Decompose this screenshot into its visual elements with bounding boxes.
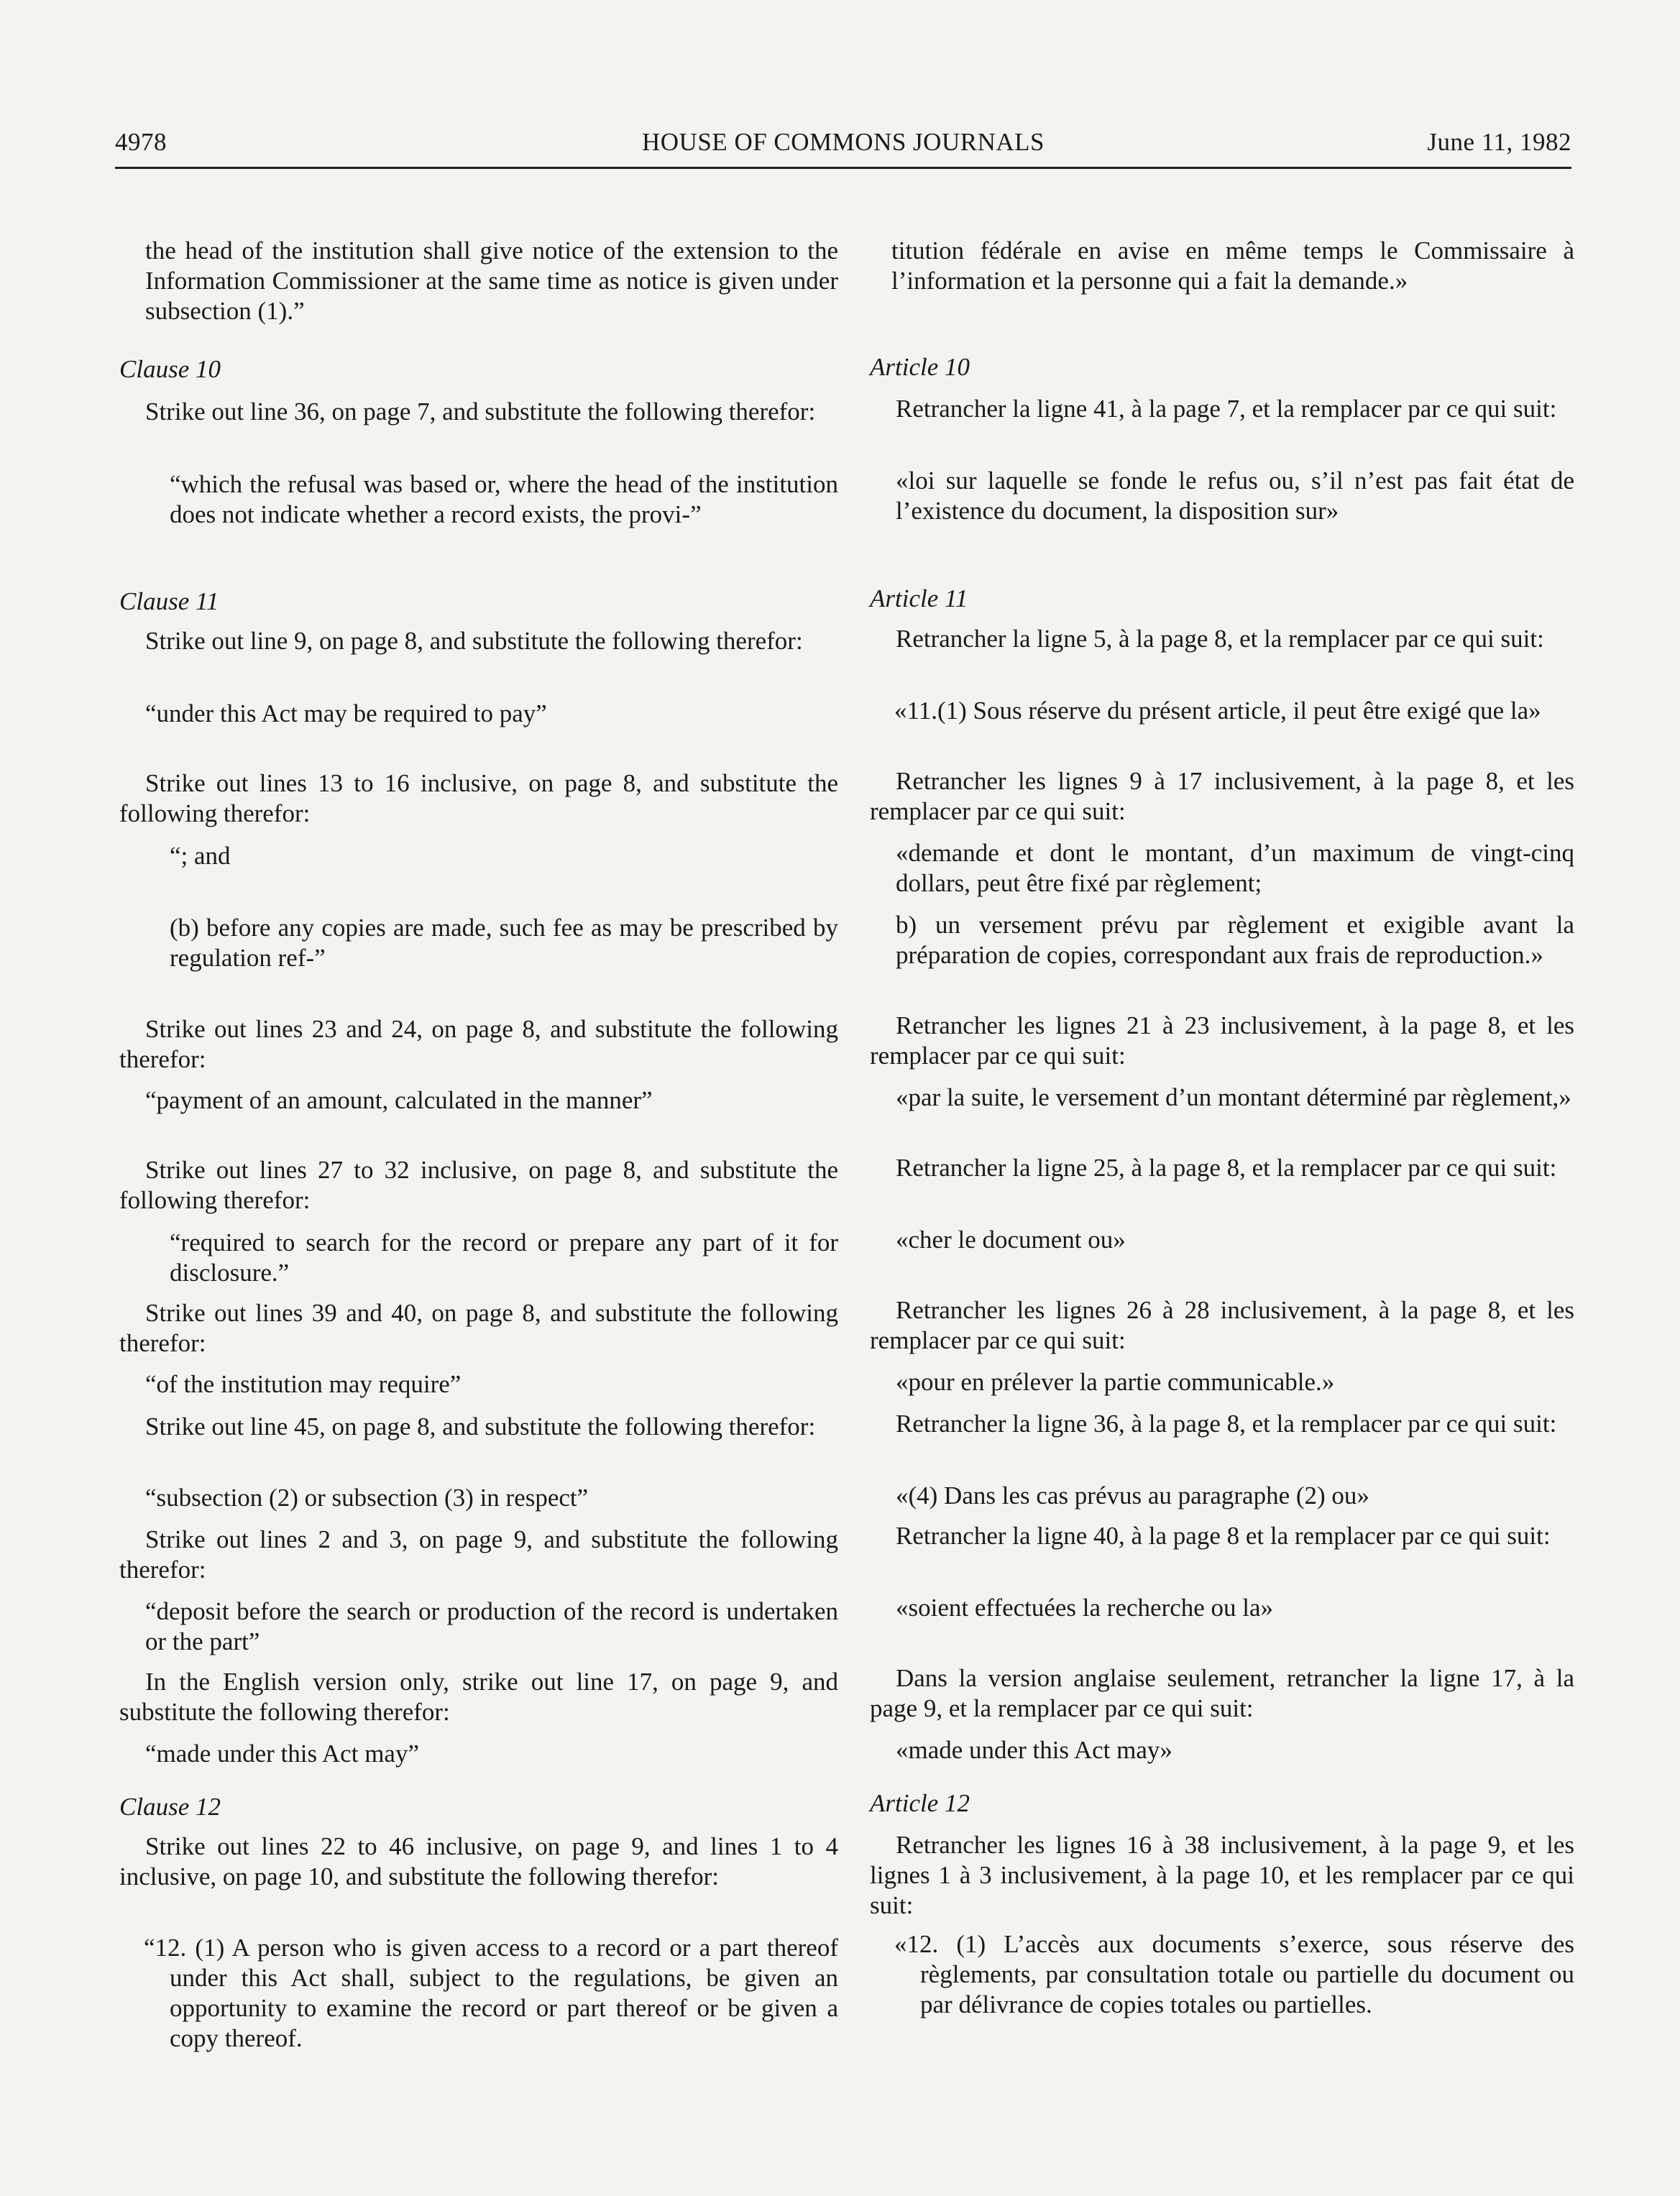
instruction-paragraph: Retrancher les lignes 21 à 23 inclusivement, à la page 8, et les remplacer par ce qui suit: xyxy=(870,1011,1574,1070)
substitute-text: “made under this Act may” xyxy=(145,1740,419,1768)
instruction-paragraph: Retrancher la ligne 40, à la page 8 et la remplacer par ce qui suit: xyxy=(896,1522,1551,1550)
substitute-text: “which the refusal was based or, where the head of the institution does not indicate whether a record exists, the provi-” xyxy=(170,470,838,528)
article-heading: Article 11 xyxy=(870,584,968,612)
substitute-text: b) un versement prévu par règlement et exigible avant la préparation de copies, correspondant aux frais de reproduction.» xyxy=(896,911,1574,969)
continued-text: the head of the institution shall give notice of the extension to the Information Commissioner at the same time as notice is given under subsection (1).” xyxy=(145,236,838,325)
substitute-text: «par la suite, le versement d’un montant déterminé par règlement,» xyxy=(896,1083,1571,1111)
substitute-text: «demande et dont le montant, d’un maximum de vingt-cinq dollars, peut être fixé par règlement; xyxy=(896,839,1574,897)
substitute-text: “deposit before the search or production of the record is undertaken or the part” xyxy=(145,1597,838,1655)
instruction-paragraph: Strike out lines 13 to 16 inclusive, on page 8, and substitute the following therefor: xyxy=(119,769,838,827)
substitute-text: «pour en prélever la partie communicable.» xyxy=(896,1368,1335,1396)
substitute-text: “required to search for the record or prepare any part of it for disclosure.” xyxy=(170,1228,838,1287)
substitute-text: “; and xyxy=(170,842,231,870)
substitute-text: «soient effectuées la recherche ou la» xyxy=(896,1594,1274,1622)
instruction-paragraph: Strike out lines 39 and 40, on page 8, and substitute the following therefor: xyxy=(119,1299,838,1357)
instruction-paragraph: Retrancher les lignes 26 à 28 inclusivement, à la page 8, et les remplacer par ce qui suit: xyxy=(870,1296,1574,1354)
instruction-paragraph: Strike out line 45, on page 8, and substitute the following therefor: xyxy=(145,1412,816,1441)
instruction-paragraph: Strike out lines 23 and 24, on page 8, and substitute the following therefor: xyxy=(119,1015,838,1073)
journal-title: HOUSE OF COMMONS JOURNALS xyxy=(642,128,1045,156)
instruction-paragraph: Retrancher la ligne 25, à la page 8, et la remplacer par ce qui suit: xyxy=(896,1154,1557,1182)
article-heading: Article 12 xyxy=(870,1789,970,1817)
instruction-paragraph: Retrancher les lignes 16 à 38 inclusivement, à la page 9, et les lignes 1 à 3 inclusivement, à la page 10, et les remplacer par ce qui suit: xyxy=(870,1831,1574,1919)
page-number: 4978 xyxy=(115,128,167,156)
substitute-text: «loi sur laquelle se fonde le refus ou, s’il n’est pas fait état de l’existence du document, la disposition sur» xyxy=(896,467,1574,525)
substitute-text: «(4) Dans les cas prévus au paragraphe (2) ou» xyxy=(896,1481,1369,1510)
substitute-text: «11.(1) Sous réserve du présent article, il peut être exigé que la» xyxy=(894,697,1541,725)
instruction-paragraph: Retrancher la ligne 41, à la page 7, et la remplacer par ce qui suit: xyxy=(896,395,1557,423)
issue-date: June 11, 1982 xyxy=(1427,128,1571,156)
substitute-text: (b) before any copies are made, such fee as may be prescribed by regulation ref-” xyxy=(170,914,838,972)
page-header xyxy=(115,128,1571,164)
substitute-text: «cher le document ou» xyxy=(896,1226,1126,1254)
substitute-text: “12. (1) A person who is given access to a record or a part thereof under this Act shall, subject to the regulations, be given an opportunity to examine the record or part thereof or be given a copy thereof. xyxy=(144,1934,838,2052)
instruction-paragraph: Retrancher les lignes 9 à 17 inclusivement, à la page 8, et les remplacer par ce qui suit: xyxy=(870,767,1574,825)
instruction-paragraph: Retrancher la ligne 5, à la page 8, et la remplacer par ce qui suit: xyxy=(896,625,1544,653)
substitute-text: “under this Act may be required to pay” xyxy=(145,699,547,727)
continued-text: titution fédérale en avise en même temps le Commissaire à l’information et la personne qui a fait la demande.» xyxy=(891,236,1574,295)
instruction-paragraph: Strike out lines 2 and 3, on page 9, and substitute the following therefor: xyxy=(119,1525,838,1584)
article-heading: Article 10 xyxy=(870,353,970,381)
substitute-text: «made under this Act may» xyxy=(896,1736,1172,1764)
substitute-text: «12. (1) L’accès aux documents s’exerce, sous réserve des règlements, par consultation totale ou partielle du document ou par délivrance de copies totales ou partielles. xyxy=(894,1930,1574,2018)
instruction-paragraph: In the English version only, strike out line 17, on page 9, and substitute the following therefor: xyxy=(119,1668,838,1726)
instruction-paragraph: Strike out lines 22 to 46 inclusive, on page 9, and lines 1 to 4 inclusive, on page 10, and substitute the following therefor: xyxy=(119,1832,838,1891)
instruction-paragraph: Retrancher la ligne 36, à la page 8, et la remplacer par ce qui suit: xyxy=(896,1410,1557,1438)
substitute-text: “of the institution may require” xyxy=(145,1370,462,1398)
substitute-text: “subsection (2) or subsection (3) in respect” xyxy=(145,1484,589,1512)
instruction-paragraph: Strike out line 36, on page 7, and substitute the following therefor: xyxy=(145,398,816,426)
clause-heading: Clause 10 xyxy=(119,355,221,383)
substitute-text: “payment of an amount, calculated in the manner” xyxy=(145,1086,653,1114)
clause-heading: Clause 12 xyxy=(119,1793,221,1821)
clause-heading: Clause 11 xyxy=(119,587,219,615)
header-rule xyxy=(115,167,1571,169)
instruction-paragraph: Strike out lines 27 to 32 inclusive, on page 8, and substitute the following therefor: xyxy=(119,1156,838,1214)
instruction-paragraph: Strike out line 9, on page 8, and substitute the following therefor: xyxy=(145,627,803,655)
instruction-paragraph: Dans la version anglaise seulement, retrancher la ligne 17, à la page 9, et la remplacer par ce qui suit: xyxy=(870,1664,1574,1722)
